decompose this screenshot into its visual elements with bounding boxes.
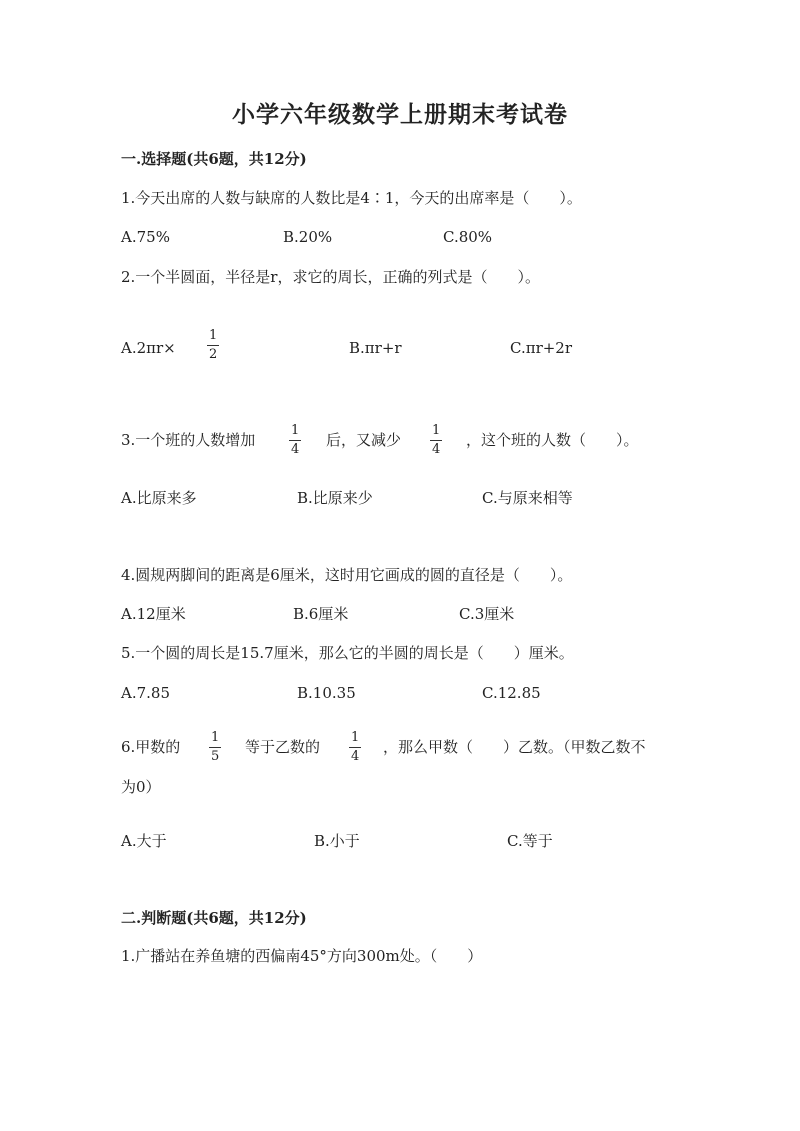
question-6-fraction-1 xyxy=(209,731,221,764)
question-6-option-a: A.大于 xyxy=(121,832,167,850)
fraction-bar xyxy=(430,440,442,441)
question-1-option-c: C.80% xyxy=(443,228,493,246)
question-6-option-c: C.等于 xyxy=(507,832,553,850)
fraction-bar xyxy=(349,747,361,748)
question-4-option-c: C.3厘米 xyxy=(459,605,515,623)
section-heading-choice: 一.选择题(共6题，共12分) xyxy=(121,150,307,168)
fraction-denominator: 2 xyxy=(209,347,218,362)
question-6-text-part1: 6.甲数的 xyxy=(121,738,181,756)
question-3-text-part3: ，这个班的人数（ ）。 xyxy=(466,431,639,449)
fraction-denominator: 5 xyxy=(211,749,220,764)
question-3-text-part2: 后，又减少 xyxy=(326,431,402,449)
section-heading-judgement: 二.判断题(共6题，共12分) xyxy=(121,909,307,927)
question-5-option-a: A.7.85 xyxy=(121,684,170,702)
fraction-numerator: 1 xyxy=(291,423,300,438)
question-1-option-b: B.20% xyxy=(283,228,333,246)
question-1-text: 1.今天出席的人数与缺席的人数比是4∶1，今天的出席率是（ ）。 xyxy=(121,189,582,207)
question-6-fraction-2 xyxy=(349,731,361,764)
question-6-text-part4: 为0） xyxy=(121,778,161,796)
fraction-numerator: 1 xyxy=(432,423,441,438)
judgement-question-1-text: 1.广播站在养鱼塘的西偏南45°方向300m处。（ ） xyxy=(121,947,483,965)
fraction-bar xyxy=(207,345,219,346)
question-2-option-a: A.2πr× xyxy=(121,339,176,357)
question-2-text: 2.一个半圆面，半径是r，求它的周长，正确的列式是（ ）。 xyxy=(121,268,540,286)
question-3-option-a: A.比原来多 xyxy=(121,489,197,507)
question-5-option-b: B.10.35 xyxy=(297,684,356,702)
question-3-option-c: C.与原来相等 xyxy=(482,489,573,507)
question-6-text-part2: 等于乙数的 xyxy=(245,738,321,756)
fraction-numerator: 1 xyxy=(211,730,220,745)
fraction-bar xyxy=(209,747,221,748)
question-3-text-part1: 3.一个班的人数增加 xyxy=(121,431,256,449)
question-3-option-b: B.比原来少 xyxy=(297,489,373,507)
fraction-numerator: 1 xyxy=(351,730,360,745)
question-5-text: 5.一个圆的周长是15.7厘米，那么它的半圆的周长是（ ）厘米。 xyxy=(121,644,574,662)
question-3-fraction-2 xyxy=(430,424,442,457)
fraction-denominator: 4 xyxy=(351,749,360,764)
page-title: 小学六年级数学上册期末考试卷 xyxy=(232,101,568,128)
question-4-option-a: A.12厘米 xyxy=(121,605,186,623)
question-6-option-b: B.小于 xyxy=(314,832,360,850)
question-6-text-part3: ，那么甲数（ ）乙数。（甲数乙数不 xyxy=(383,738,646,756)
question-4-option-b: B.6厘米 xyxy=(293,605,349,623)
question-4-text: 4.圆规两脚间的距离是6厘米，这时用它画成的圆的直径是（ ）。 xyxy=(121,566,573,584)
question-3-fraction-1 xyxy=(289,424,301,457)
question-2-option-b: B.πr+r xyxy=(349,339,402,357)
question-2-option-c: C.πr+2r xyxy=(510,339,573,357)
question-1-option-a: A.75% xyxy=(121,228,170,246)
fraction-denominator: 4 xyxy=(291,442,300,457)
fraction-denominator: 4 xyxy=(432,442,441,457)
question-2-option-a-fraction xyxy=(207,329,219,362)
fraction-bar xyxy=(289,440,301,441)
fraction-numerator: 1 xyxy=(209,328,218,343)
question-5-option-c: C.12.85 xyxy=(482,684,541,702)
